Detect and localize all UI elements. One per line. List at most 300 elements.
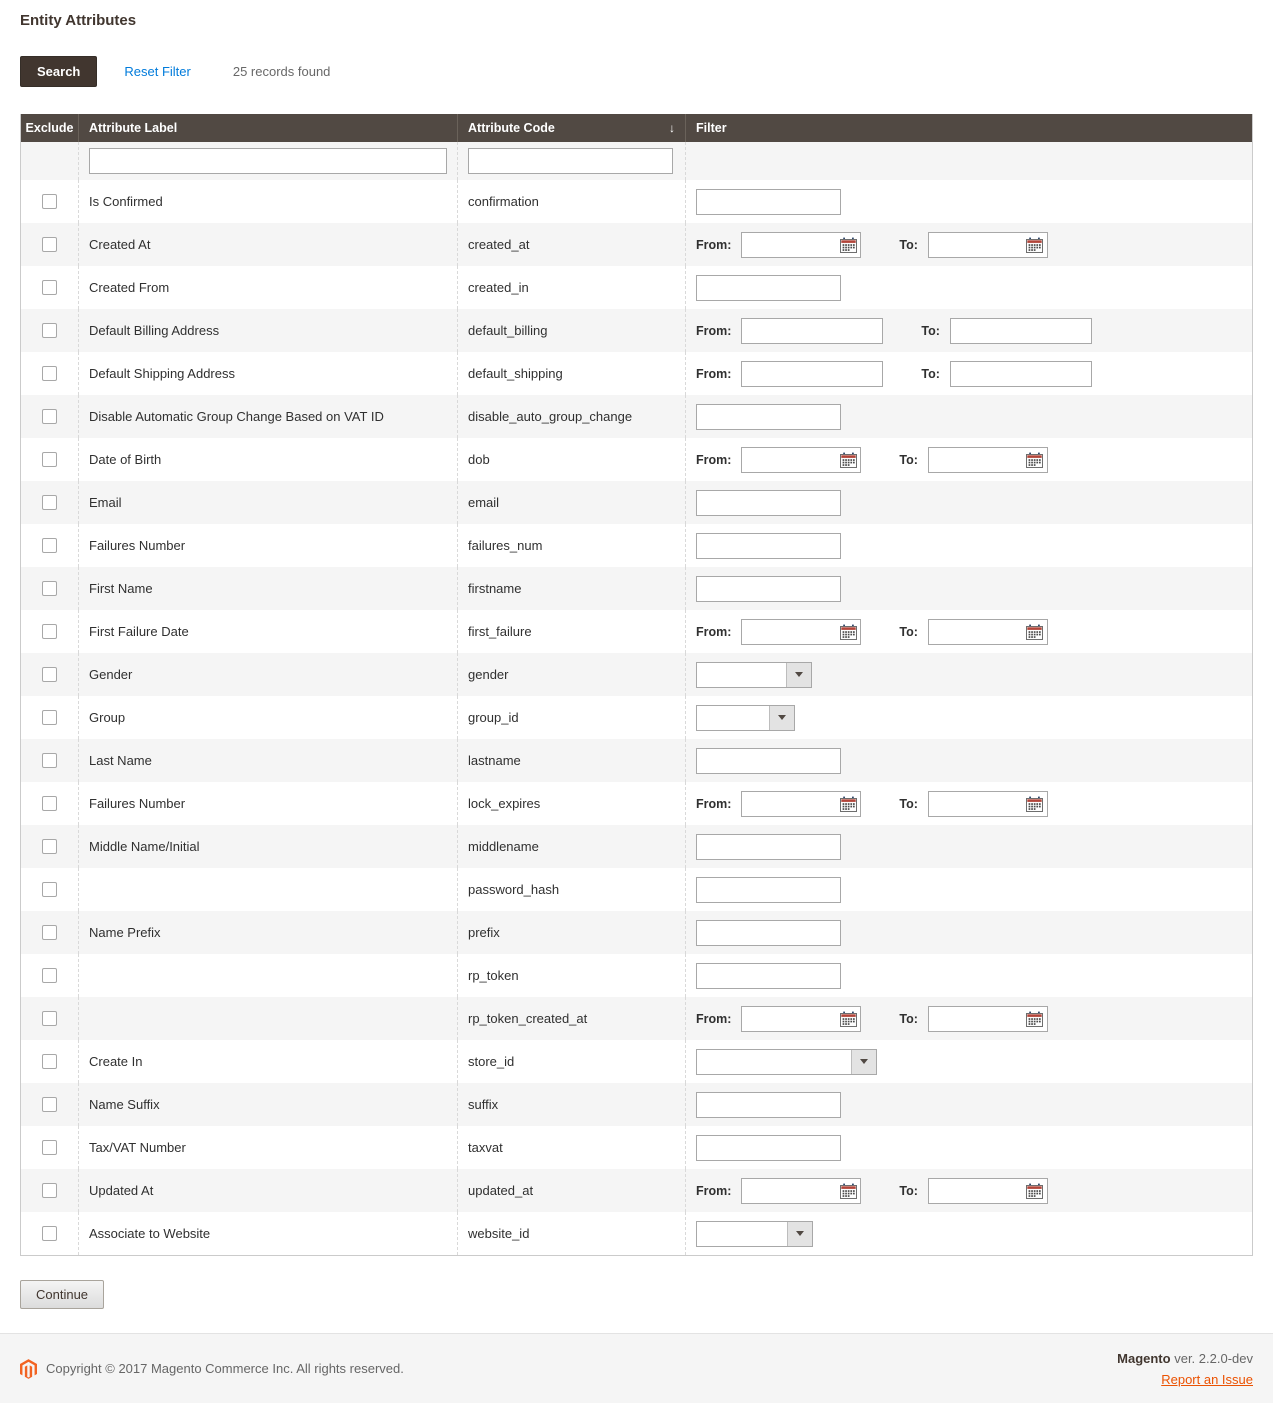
filter-cell: [685, 180, 1252, 223]
calendar-icon[interactable]: [1023, 237, 1047, 253]
attribute-label-text: Failures Number: [89, 537, 186, 553]
calendar-icon[interactable]: [836, 624, 860, 640]
attribute-label-text: Tax/VAT Number: [89, 1139, 186, 1155]
attribute-label-text: Name Prefix: [89, 924, 161, 940]
attribute-code-text: lock_expires: [468, 795, 541, 811]
attribute-code-cell: [457, 1126, 685, 1169]
exclude-checkbox[interactable]: [42, 624, 57, 639]
exclude-header-label: Exclude: [25, 121, 74, 135]
exclude-cell: [21, 696, 78, 739]
middlename-filter-input[interactable]: [696, 834, 841, 860]
filter-cell: [685, 782, 1252, 825]
disable_auto_group_change-filter-input[interactable]: [696, 404, 841, 430]
failures_num-filter-input[interactable]: [696, 533, 841, 559]
exclude-cell: [21, 309, 78, 352]
table-row: [21, 653, 1252, 696]
attribute-code-cell: [457, 481, 685, 524]
table-row: [21, 868, 1252, 911]
attribute-label-cell: [78, 1212, 457, 1255]
updated_at-from-date: [741, 1178, 861, 1204]
attribute-label-cell: [78, 223, 457, 266]
exclude-checkbox[interactable]: [42, 280, 57, 295]
attribute-code-cell: [457, 309, 685, 352]
column-header-attribute-code[interactable]: [457, 114, 685, 142]
attribute-code-cell: [457, 1083, 685, 1126]
dob-from-date-input[interactable]: [742, 448, 836, 472]
created_at-to-date-input[interactable]: [929, 233, 1023, 257]
attribute-code-cell: [457, 696, 685, 739]
rp_token_created_at-from-date-input[interactable]: [742, 1007, 836, 1031]
filter-cell: [685, 395, 1252, 438]
calendar-icon[interactable]: [836, 796, 860, 812]
table-row: [21, 696, 1252, 739]
exclude-cell: [21, 1040, 78, 1083]
exclude-cell: [21, 524, 78, 567]
calendar-icon[interactable]: [836, 1011, 860, 1027]
table-row: [21, 481, 1252, 524]
filter-cell: [685, 438, 1252, 481]
table-row: [21, 610, 1252, 653]
exclude-cell: [21, 782, 78, 825]
prefix-filter-input[interactable]: [696, 920, 841, 946]
exclude-checkbox[interactable]: [42, 1183, 57, 1198]
attribute-label-cell: [78, 438, 457, 481]
calendar-icon[interactable]: [836, 237, 860, 253]
attribute-code-text: lastname: [468, 752, 521, 768]
attribute-code-cell: [457, 997, 685, 1040]
first_failure-to-date: [928, 619, 1048, 645]
filter-cell: [685, 954, 1252, 997]
filter-cell: [685, 1169, 1252, 1212]
exclude-checkbox[interactable]: [42, 667, 57, 682]
filter-header-label: Filter: [696, 121, 727, 135]
attribute-label-cell: [78, 954, 457, 997]
filter-cell: [685, 610, 1252, 653]
filter-cell: [685, 739, 1252, 782]
table-row: [21, 825, 1252, 868]
attribute-label-text: Updated At: [89, 1182, 154, 1198]
exclude-checkbox[interactable]: [42, 1054, 57, 1069]
attribute-label-cell: [78, 739, 457, 782]
attribute-label-cell: [78, 653, 457, 696]
grid-toolbar: [20, 56, 1253, 87]
filter-cell: [685, 868, 1252, 911]
filter-cell: [685, 481, 1252, 524]
exclude-checkbox[interactable]: [42, 409, 57, 424]
filter-cell: [685, 1126, 1252, 1169]
attribute-label-text: Is Confirmed: [89, 193, 163, 209]
attribute-code-text: prefix: [468, 924, 500, 940]
attribute-label-text: Disable Automatic Group Change Based on VAT ID: [89, 408, 384, 424]
calendar-icon[interactable]: [1023, 452, 1047, 468]
calendar-icon[interactable]: [1023, 1011, 1047, 1027]
attribute-code-cell: [457, 266, 685, 309]
to-label: To:: [899, 1011, 918, 1026]
exclude-checkbox[interactable]: [42, 1226, 57, 1241]
filter-cell: [685, 911, 1252, 954]
created_at-to-date: [928, 232, 1048, 258]
attribute-label-cell: [78, 610, 457, 653]
default_billing-to-input[interactable]: [950, 318, 1092, 344]
version-line: [1117, 1348, 1253, 1369]
exclude-checkbox[interactable]: [42, 968, 57, 983]
attribute-label-cell: [78, 524, 457, 567]
attribute-label-cell: [78, 266, 457, 309]
exclude-cell: [21, 1083, 78, 1126]
attribute-code-text: website_id: [468, 1225, 530, 1241]
from-label: From:: [696, 1011, 732, 1026]
first_failure-to-date-input[interactable]: [929, 620, 1023, 644]
exclude-cell: [21, 610, 78, 653]
rp_token_created_at-to-date: [928, 1006, 1048, 1032]
exclude-checkbox[interactable]: [42, 323, 57, 338]
exclude-checkbox[interactable]: [42, 1011, 57, 1026]
dob-to-date-input[interactable]: [929, 448, 1023, 472]
attribute-code-header-label: Attribute Code: [468, 121, 555, 135]
admin-footer: [0, 1333, 1273, 1403]
exclude-checkbox[interactable]: [42, 581, 57, 596]
exclude-checkbox[interactable]: [42, 925, 57, 940]
attribute-code-cell: [457, 954, 685, 997]
filter-cell: [685, 1040, 1252, 1083]
entity-attributes-page: [0, 12, 1273, 1309]
to-label: To:: [899, 237, 918, 252]
updated_at-to-date: [928, 1178, 1048, 1204]
attribute-label-cell: [78, 1040, 457, 1083]
attribute-code-cell: [457, 610, 685, 653]
chevron-down-icon: [786, 663, 811, 687]
page-title: Entity Attributes: [20, 12, 137, 29]
attribute-label-text: Group: [89, 709, 126, 725]
calendar-icon[interactable]: [1023, 796, 1047, 812]
attribute-code-cell: [457, 739, 685, 782]
calendar-icon[interactable]: [836, 1183, 860, 1199]
exclude-checkbox[interactable]: [42, 753, 57, 768]
to-label: To:: [899, 1183, 918, 1198]
attribute-code-cell: [457, 567, 685, 610]
exclude-cell: [21, 1169, 78, 1212]
lock_expires-from-date-input[interactable]: [742, 792, 836, 816]
first_failure-from-date-input[interactable]: [742, 620, 836, 644]
exclude-cell: [21, 438, 78, 481]
exclude-cell: [21, 266, 78, 309]
attribute-label-text: Date of Birth: [89, 451, 162, 467]
grid-body: [21, 180, 1252, 1255]
exclude-filter-cell: [21, 142, 78, 180]
password_hash-filter-input[interactable]: [696, 877, 841, 903]
calendar-icon[interactable]: [1023, 1183, 1047, 1199]
filter-cell: [685, 524, 1252, 567]
rp_token_created_at-from-date: [741, 1006, 861, 1032]
dob-from-date: [741, 447, 861, 473]
attribute-code-cell: [457, 395, 685, 438]
attribute-code-text: confirmation: [468, 193, 539, 209]
column-header-filter: [685, 114, 1252, 142]
attribute-code-text: suffix: [468, 1096, 499, 1112]
attribute-label-cell: [78, 696, 457, 739]
table-row: [21, 567, 1252, 610]
attribute-label-cell: [78, 1169, 457, 1212]
copyright-text: Copyright © 2017 Magento Commerce Inc. All rights reserved.: [46, 1361, 404, 1376]
attribute-code-text: created_in: [468, 279, 529, 295]
attribute-label-text: Create In: [89, 1053, 143, 1069]
filter-filter-cell: [685, 142, 1252, 180]
attribute-label-text: First Failure Date: [89, 623, 189, 639]
table-row: [21, 782, 1252, 825]
attribute-label-cell: [78, 180, 457, 223]
attribute-code-cell: [457, 911, 685, 954]
filter-cell: [685, 223, 1252, 266]
store_id-filter-select[interactable]: [696, 1049, 877, 1075]
exclude-cell: [21, 180, 78, 223]
attribute-label-text: Name Suffix: [89, 1096, 160, 1112]
attribute-label-cell: [78, 395, 457, 438]
attribute-code-cell: [457, 1040, 685, 1083]
lock_expires-to-date-input[interactable]: [929, 792, 1023, 816]
exclude-checkbox[interactable]: [42, 839, 57, 854]
table-row: [21, 524, 1252, 567]
lock_expires-from-date: [741, 791, 861, 817]
table-row: [21, 309, 1252, 352]
attribute-code-text: first_failure: [468, 623, 532, 639]
exclude-checkbox[interactable]: [42, 710, 57, 725]
default_billing-from-input[interactable]: [741, 318, 883, 344]
table-row: [21, 352, 1252, 395]
to-label: To:: [921, 366, 940, 381]
attribute-code-text: taxvat: [468, 1139, 503, 1155]
attribute-label-text: Associate to Website: [89, 1225, 211, 1241]
magento-logo-icon: [20, 1359, 37, 1379]
from-label: From:: [696, 323, 732, 338]
filter-cell: [685, 997, 1252, 1040]
footer-right: [1117, 1348, 1253, 1390]
exclude-checkbox[interactable]: [42, 366, 57, 381]
attribute-label-text: Last Name: [89, 752, 152, 768]
exclude-checkbox[interactable]: [42, 538, 57, 553]
exclude-checkbox[interactable]: [42, 1097, 57, 1112]
attribute-label-text: First Name: [89, 580, 153, 596]
attribute-code-text: middlename: [468, 838, 539, 854]
attribute-label-text: Gender: [89, 666, 133, 682]
exclude-checkbox[interactable]: [42, 237, 57, 252]
filter-cell: [685, 266, 1252, 309]
table-row: [21, 1212, 1252, 1255]
report-issue-link[interactable]: Report an Issue: [1161, 1371, 1253, 1387]
lastname-filter-input[interactable]: [696, 748, 841, 774]
exclude-cell: [21, 395, 78, 438]
from-label: From:: [696, 452, 732, 467]
search-button[interactable]: Search: [20, 56, 97, 87]
attribute-code-text: firstname: [468, 580, 522, 596]
updated_at-to-date-input[interactable]: [929, 1179, 1023, 1203]
exclude-cell: [21, 481, 78, 524]
attribute-code-text: rp_token_created_at: [468, 1010, 588, 1026]
rp_token_created_at-to-date-input[interactable]: [929, 1007, 1023, 1031]
from-label: From:: [696, 796, 732, 811]
dob-to-date: [928, 447, 1048, 473]
chevron-down-icon: [851, 1050, 876, 1074]
attribute-label-cell: [78, 911, 457, 954]
column-header-exclude[interactable]: [21, 114, 78, 142]
exclude-cell: [21, 997, 78, 1040]
code-filter-cell: [457, 142, 685, 180]
exclude-cell: [21, 911, 78, 954]
attribute-code-cell: [457, 1212, 685, 1255]
chevron-down-icon: [787, 1222, 812, 1246]
attribute-label-filter-input[interactable]: [89, 148, 447, 174]
taxvat-filter-input[interactable]: [696, 1135, 841, 1161]
rp_token-filter-input[interactable]: [696, 963, 841, 989]
attribute-code-cell: [457, 438, 685, 481]
attribute-code-cell: [457, 352, 685, 395]
attribute-code-text: group_id: [468, 709, 519, 725]
grid-header-row: [21, 114, 1252, 142]
attribute-code-text: failures_num: [468, 537, 543, 553]
attribute-label-cell: [78, 352, 457, 395]
filter-cell: [685, 309, 1252, 352]
records-found-text: 25 records found: [232, 64, 331, 79]
calendar-icon[interactable]: [1023, 624, 1047, 640]
attribute-label-cell: [78, 1126, 457, 1169]
created_at-from-date: [741, 232, 861, 258]
email-filter-input[interactable]: [696, 490, 841, 516]
attribute-code-text: dob: [468, 451, 490, 467]
magento-brand-text: Magento: [1117, 1350, 1171, 1366]
attribute-label-cell: [78, 997, 457, 1040]
attribute-code-text: rp_token: [468, 967, 519, 983]
attribute-label-text: Email: [89, 494, 122, 510]
table-row: [21, 954, 1252, 997]
attribute-label-text: Middle Name/Initial: [89, 838, 200, 854]
attribute-code-cell: [457, 524, 685, 567]
attribute-code-cell: [457, 653, 685, 696]
group_id-filter-select[interactable]: [696, 705, 795, 731]
attribute-label-cell: [78, 1083, 457, 1126]
filter-cell: [685, 825, 1252, 868]
from-label: From:: [696, 237, 732, 252]
table-row: [21, 1126, 1252, 1169]
exclude-checkbox[interactable]: [42, 796, 57, 811]
gender-filter-select[interactable]: [696, 662, 812, 688]
exclude-cell: [21, 954, 78, 997]
exclude-checkbox[interactable]: [42, 1140, 57, 1155]
exclude-checkbox[interactable]: [42, 452, 57, 467]
filter-cell: [685, 352, 1252, 395]
chevron-down-icon: [769, 706, 794, 730]
to-label: To:: [921, 323, 940, 338]
grid-filter-row: [21, 142, 1252, 180]
attribute-label-cell: [78, 782, 457, 825]
website_id-filter-select[interactable]: [696, 1221, 813, 1247]
exclude-checkbox[interactable]: [42, 495, 57, 510]
table-row: [21, 1040, 1252, 1083]
firstname-filter-input[interactable]: [696, 576, 841, 602]
footer-left: [20, 1359, 404, 1379]
attribute-code-cell: [457, 782, 685, 825]
exclude-checkbox[interactable]: [42, 194, 57, 209]
confirmation-filter-input[interactable]: [696, 189, 841, 215]
exclude-cell: [21, 739, 78, 782]
suffix-filter-input[interactable]: [696, 1092, 841, 1118]
attribute-label-text: Failures Number: [89, 795, 186, 811]
attribute-label-cell: [78, 567, 457, 610]
table-row: [21, 180, 1252, 223]
default_shipping-to-input[interactable]: [950, 361, 1092, 387]
lock_expires-to-date: [928, 791, 1048, 817]
first_failure-from-date: [741, 619, 861, 645]
filter-cell: [685, 567, 1252, 610]
attribute-label-text: Created From: [89, 279, 170, 295]
table-row: [21, 911, 1252, 954]
attribute-code-cell: [457, 180, 685, 223]
attribute-label-cell: [78, 309, 457, 352]
table-row: [21, 739, 1252, 782]
table-row: [21, 1169, 1252, 1212]
attribute-label-cell: [78, 481, 457, 524]
table-row: [21, 395, 1252, 438]
attribute-code-text: gender: [468, 666, 509, 682]
to-label: To:: [899, 624, 918, 639]
table-row: [21, 997, 1252, 1040]
updated_at-from-date-input[interactable]: [742, 1179, 836, 1203]
calendar-icon[interactable]: [836, 452, 860, 468]
created_in-filter-input[interactable]: [696, 275, 841, 301]
attribute-label-cell: [78, 868, 457, 911]
attribute-code-text: disable_auto_group_change: [468, 408, 633, 424]
attribute-code-text: store_id: [468, 1053, 515, 1069]
attribute-code-text: created_at: [468, 236, 530, 252]
reset-filter-link[interactable]: Reset Filter: [124, 64, 191, 79]
exclude-cell: [21, 1212, 78, 1255]
entity-attributes-grid: [20, 114, 1253, 1256]
column-header-attribute-label[interactable]: [78, 114, 457, 142]
table-row: [21, 266, 1252, 309]
exclude-cell: [21, 352, 78, 395]
filter-cell: [685, 1212, 1252, 1255]
table-row: [21, 438, 1252, 481]
exclude-cell: [21, 653, 78, 696]
attribute-code-cell: [457, 1169, 685, 1212]
table-row: [21, 1083, 1252, 1126]
exclude-cell: [21, 223, 78, 266]
from-label: From:: [696, 366, 732, 381]
exclude-checkbox[interactable]: [42, 882, 57, 897]
from-label: From:: [696, 1183, 732, 1198]
table-row: [21, 223, 1252, 266]
attribute-label-text: Default Shipping Address: [89, 365, 235, 381]
exclude-cell: [21, 825, 78, 868]
attribute-code-text: email: [468, 494, 500, 510]
sort-descending-icon: ↓: [669, 121, 675, 135]
exclude-cell: [21, 567, 78, 610]
attribute-code-text: updated_at: [468, 1182, 534, 1198]
attribute-code-cell: [457, 825, 685, 868]
attribute-code-text: default_billing: [468, 322, 548, 338]
created_at-from-date-input[interactable]: [742, 233, 836, 257]
to-label: To:: [899, 452, 918, 467]
attribute-label-text: Created At: [89, 236, 151, 252]
attribute-code-text: default_shipping: [468, 365, 563, 381]
continue-button[interactable]: Continue: [20, 1280, 104, 1309]
to-label: To:: [899, 796, 918, 811]
attribute-label-text: Default Billing Address: [89, 322, 220, 338]
label-filter-cell: [78, 142, 457, 180]
attribute-label-cell: [78, 825, 457, 868]
attribute-code-text: password_hash: [468, 881, 560, 897]
attribute-code-cell: [457, 868, 685, 911]
default_shipping-from-input[interactable]: [741, 361, 883, 387]
attribute-code-filter-input[interactable]: [468, 148, 673, 174]
